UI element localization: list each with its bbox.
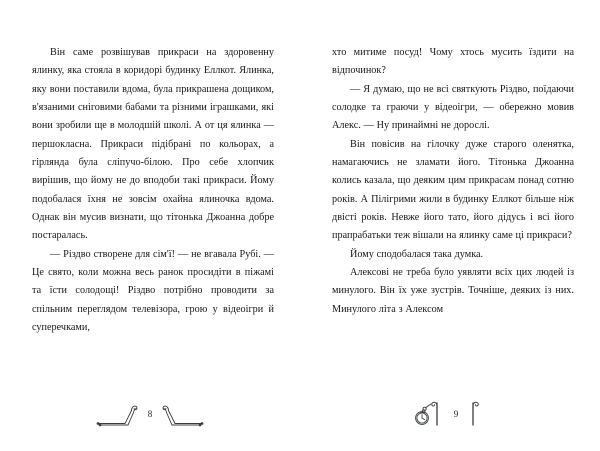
paragraph: — Різдво створене для сім'ї! — не вгавала Рубі. — Це свято, коли можна весь ранок просидіти в піжамі та їсти солодощі! Різдво потрібно проводити за спільним переглядом телевізора, грою у відеоігри й суперечками,	[32, 248, 274, 334]
pocket-watch-ornament-icon	[401, 400, 447, 430]
paragraph: Він саме розвішував прикраси на здоровенну ялинку, яка стояла в коридорі будинку Еллкот. Ялинка, яку вони поставили вдома, була прикрашена дощиком, в'язаними сніговими бабами та різними іграшками, які вони зробили ще в молодшій школі. А от ця ялинка — першокласна. Прикраси підібрані по кольорах, а гірлянда була сліпучо-білою. Про себе хлопчик вирішив, що йому не до вподоби такі прикраси. Йому подобалася їхня не зовсім охайна ялиночка вдома. Однак він мусив визнати, що тітонька Джоанна добре постаралась.	[32, 47, 274, 242]
paragraph: Алексові не треба було уявляти всіх цих людей із минулого. Він їх уже зустрів. Точніше, деяких із них. Минулого літа з Алексом	[332, 267, 574, 315]
paragraph: — Я думаю, що не всі святкують Різдво, поїдаючи солодке та граючи у відеоігри, — обережно мовив Алекс. — Ну принаймні не дорослі.	[332, 83, 574, 132]
page-number-right: 9	[453, 409, 459, 419]
page-left-text-block	[32, 44, 274, 338]
paragraph: Він повісив на гілочку дуже старого оленятка, намагаючись не зламати його. Тітонька Джоанна колись казала, що деяким цим прикрасам понад сотню років. А Пілігрими жили в будинку Еллкот більше ніж двісті років. Невже його тато, його дідусь і всі його прапрабатьки теж вішали на ялинку саме ці прикраси?	[332, 138, 574, 242]
folio-right	[300, 395, 600, 435]
page-right	[300, 0, 600, 451]
scroll-post-ornament-icon	[465, 400, 499, 430]
paragraph: хто митиме посуд! Чому хтось мусить їздити на відпочинок?	[332, 47, 574, 77]
page-number-left: 8	[147, 409, 153, 419]
page-right-text-block	[332, 44, 574, 319]
lamp-bracket-ornament-icon	[159, 402, 205, 428]
lamp-bracket-ornament-icon	[95, 402, 141, 428]
folio-left	[0, 395, 300, 435]
paragraph: Йому сподобалася така думка.	[350, 248, 484, 260]
